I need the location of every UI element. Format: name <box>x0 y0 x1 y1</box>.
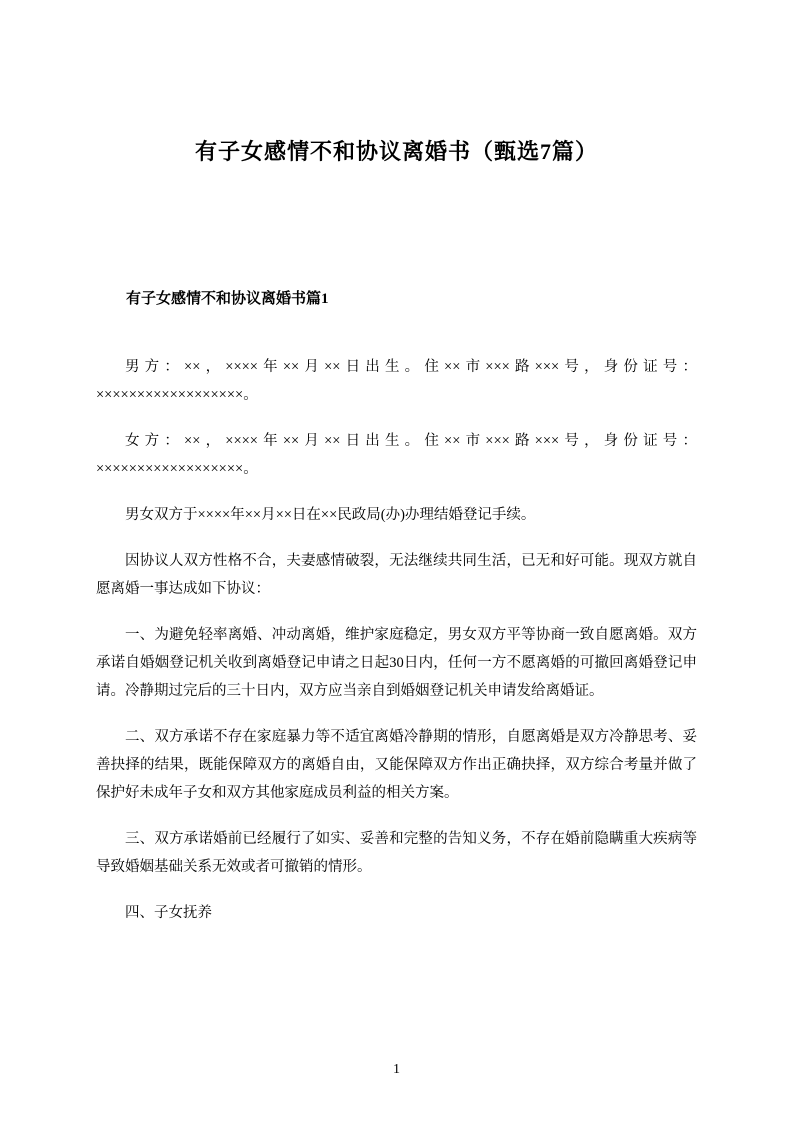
paragraph-clause-1: 一、为避免轻率离婚、冲动离婚，维护家庭稳定，男女双方平等协商一致自愿离婚。双方承诺自婚姻登记机关收到离婚登记申请之日起30日内，任何一方不愿离婚的可撤回离婚登记申请。冷静期过完后的三十日内，双方应当亲自到婚姻登记机关申请发给离婚证。 <box>96 626 697 699</box>
paragraph-husband-info: 男方：××，××××年××月××日出生。住××市×××路×××号，身份证号：××××××××××××××××××。 <box>96 358 697 403</box>
section-heading: 有子女感情不和协议离婚书篇1 <box>126 290 329 307</box>
paragraph-clause-4-heading: 四、子女抚养 <box>125 904 212 921</box>
paragraph-agreement-intro: 因协议人双方性格不合，夫妻感情破裂，无法继续共同生活，已无和好可能。现双方就自愿离婚一事达成如下协议： <box>96 552 697 597</box>
paragraph-marriage-registration: 男女双方于××××年××月××日在××民政局(办)办理结婚登记手续。 <box>125 506 536 523</box>
paragraph-clause-3: 三、双方承诺婚前已经履行了如实、妥善和完整的告知义务，不存在婚前隐瞒重大疾病等导致婚姻基础关系无效或者可撤销的情形。 <box>96 830 697 875</box>
paragraph-clause-2: 二、双方承诺不存在家庭暴力等不适宜离婚冷静期的情形，自愿离婚是双方冷静思考、妥善抉择的结果，既能保障双方的离婚自由，又能保障双方作出正确抉择，双方综合考量并做了保护好未成年子女和双方其他家庭成员利益的相关方案。 <box>96 728 697 801</box>
page-number: 1 <box>393 1062 400 1077</box>
paragraph-wife-info: 女方：××，××××年××月××日出生。住××市×××路×××号，身份证号：××××××××××××××××××。 <box>96 432 697 477</box>
document-title: 有子女感情不和协议离婚书（甄选7篇） <box>194 139 598 164</box>
